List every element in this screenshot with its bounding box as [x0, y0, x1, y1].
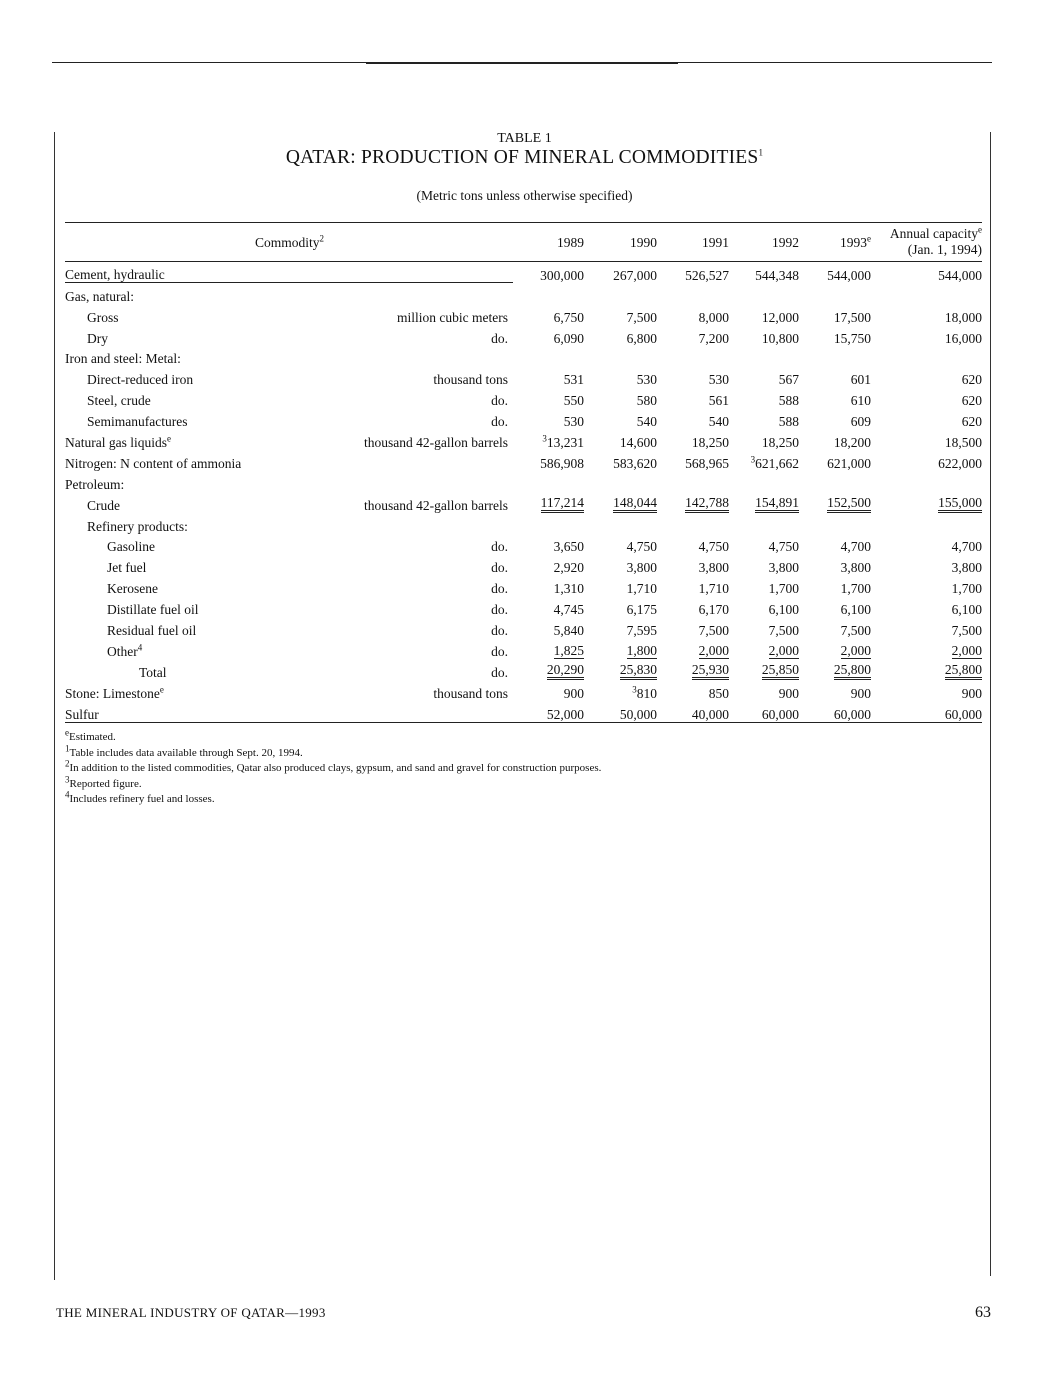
table-row	[65, 534, 982, 555]
row-unit: do.	[491, 643, 509, 659]
cell-capacity: 620	[961, 393, 983, 409]
row-unit: thousand tons	[433, 372, 509, 388]
page-number: 63	[975, 1304, 991, 1321]
cell-value: 568,965	[685, 455, 730, 471]
table-row	[65, 450, 982, 471]
cell-value: 148,044	[584, 492, 657, 513]
cell-value: 18,250	[761, 435, 800, 451]
table-row	[65, 471, 982, 492]
cell-value: 588	[778, 393, 800, 409]
cell-value: 6,100	[840, 602, 872, 618]
cell-value: 3,650	[553, 539, 585, 555]
frame-right-rule	[990, 132, 991, 1276]
table-row	[65, 283, 982, 304]
table-title-text: QATAR: PRODUCTION OF MINERAL COMMODITIES	[285, 147, 759, 168]
cell-capacity: 155,000	[871, 492, 982, 513]
footnotes	[65, 727, 602, 808]
cell-value: 609	[850, 414, 872, 430]
cell-value: 2,000	[698, 642, 730, 658]
table-subtitle: (Metric tons unless otherwise specified)	[416, 188, 633, 203]
cell-value: 3,800	[698, 560, 730, 576]
cell-value: 610	[850, 393, 872, 409]
table-row	[65, 617, 982, 638]
row-unit: do.	[491, 602, 509, 618]
cell-value: 14,600	[619, 435, 658, 451]
row-name: Crude	[87, 497, 120, 513]
cell-value: 18,250	[691, 435, 730, 451]
cell-capacity: 3,800	[951, 560, 983, 576]
cell-value: 60,000	[729, 701, 799, 722]
header-row	[65, 223, 982, 262]
table-row	[65, 408, 982, 429]
cell-value: 6,175	[626, 602, 658, 618]
row-name: Gas, natural:	[65, 288, 134, 304]
cell-value: 900	[850, 685, 872, 701]
cell-capacity: 7,500	[951, 623, 983, 639]
cell-value: 588	[778, 414, 800, 430]
table-row	[65, 346, 982, 367]
footnote: $^4$Includes refinery fuel and losses.	[65, 789, 215, 805]
cell-capacity: 25,800	[871, 659, 982, 680]
table-row	[65, 596, 982, 617]
header-capacity: Annual capacity$^e$ (Jan. 1, 1994)	[871, 223, 982, 262]
cell-capacity: 6,100	[951, 602, 983, 618]
cell-value: 531	[563, 372, 585, 388]
cell-value: 3,800	[768, 560, 800, 576]
cell-value: 561	[708, 393, 730, 409]
cell-value: 580	[636, 393, 658, 409]
cell-value: 530	[636, 372, 658, 388]
table-row	[65, 701, 982, 722]
running-title: THE MINERAL INDUSTRY OF QATAR—1993	[56, 1305, 326, 1320]
cell-capacity: 620	[961, 414, 983, 430]
cell-value: 17,500	[833, 309, 872, 325]
table-row	[65, 304, 982, 325]
cell-value: 586,908	[540, 455, 585, 471]
cell-value: 4,745	[553, 602, 585, 618]
cell-value: $^3$13,231	[542, 433, 585, 451]
cell-value: 621,000	[827, 455, 872, 471]
cell-value: 40,000	[657, 701, 729, 722]
cell-value: 3,800	[840, 560, 872, 576]
cell-value: 6,800	[626, 330, 658, 346]
row-name: Jet fuel	[107, 560, 147, 576]
cell-value: 25,930	[657, 659, 729, 680]
row-name: Residual fuel oil	[107, 623, 197, 639]
cell-value: 8,000	[698, 309, 730, 325]
cell-value: 25,850	[729, 659, 799, 680]
table-title-footnote: 1	[758, 147, 764, 158]
table-container	[65, 222, 982, 723]
cell-capacity: 4,700	[951, 539, 983, 555]
cell-value: 1,710	[698, 581, 730, 597]
cell-value: 6,750	[553, 309, 585, 325]
table-label: TABLE 1	[497, 131, 552, 146]
header-year: 1992	[729, 223, 799, 262]
cell-value: 6,090	[553, 330, 585, 346]
cell-value: 52,000	[514, 701, 584, 722]
table-row	[65, 262, 982, 283]
cell-value: 900	[778, 685, 800, 701]
row-unit: thousand 42-gallon barrels	[364, 435, 509, 451]
cell-value: 7,500	[840, 623, 872, 639]
row-unit: do.	[491, 393, 509, 409]
row-name: Nitrogen: N content of ammonia	[65, 455, 242, 471]
cell-value: 154,891	[729, 492, 799, 513]
cell-value: 544,000	[827, 267, 872, 283]
row-name: Total	[139, 664, 167, 680]
cell-value: 900	[563, 685, 585, 701]
cell-value: 4,700	[840, 539, 872, 555]
table-row	[65, 387, 982, 408]
row-name: Distillate fuel oil	[107, 602, 199, 618]
row-name: Steel, crude	[87, 393, 151, 409]
row-name: Sulfur	[65, 701, 514, 722]
cell-capacity: 18,500	[944, 435, 983, 451]
row-name: Iron and steel: Metal:	[65, 351, 181, 367]
table-row	[65, 513, 982, 534]
cell-value: 142,788	[657, 492, 729, 513]
row-unit: do.	[491, 560, 509, 576]
table-row	[65, 659, 982, 680]
table-row	[65, 575, 982, 596]
cell-capacity: 622,000	[938, 455, 983, 471]
cell-value: 583,620	[613, 455, 658, 471]
row-unit: do.	[491, 539, 509, 555]
cell-value: 12,000	[761, 309, 800, 325]
header-commodity: Commodity$^2$	[65, 223, 514, 262]
cell-value: 7,200	[698, 330, 730, 346]
cell-value: $^3$621,662	[750, 454, 800, 471]
cell-capacity: 1,700	[951, 581, 983, 597]
cell-value: 540	[636, 414, 658, 430]
cell-value: 3,800	[626, 560, 658, 576]
table-row	[65, 366, 982, 387]
cell-value: 601	[850, 372, 872, 388]
cell-value: 4,750	[626, 539, 658, 555]
footnote: $^e$Estimated.	[65, 727, 116, 743]
table-row	[65, 638, 982, 659]
cell-value: 10,800	[761, 330, 800, 346]
row-name: Petroleum:	[65, 476, 125, 492]
row-name: Refinery products:	[87, 518, 188, 534]
cell-value: 1,825	[553, 642, 585, 658]
cell-value: 4,750	[768, 539, 800, 555]
cell-capacity: 18,000	[944, 309, 983, 325]
cell-value: 850	[708, 685, 730, 701]
cell-value: 5,840	[553, 623, 585, 639]
cell-value: 25,800	[799, 659, 871, 680]
cell-value: 2,000	[840, 642, 872, 658]
table-row	[65, 492, 982, 513]
row-name: Other$^4$	[107, 642, 143, 659]
row-name: Kerosene	[107, 581, 158, 597]
cell-value: 50,000	[584, 701, 657, 722]
cell-value: 152,500	[799, 492, 871, 513]
cell-value: 2,000	[768, 642, 800, 658]
header-year: 1991	[657, 223, 729, 262]
row-name: Gasoline	[107, 539, 155, 555]
row-unit: do.	[491, 623, 509, 639]
footnote: $^1$Table includes data available through Sept. 20, 1994.	[65, 742, 303, 759]
table-row	[65, 680, 982, 701]
cell-value: 1,800	[626, 642, 658, 658]
row-name: Direct-reduced iron	[87, 372, 194, 388]
row-name: Cement, hydraulic	[65, 262, 514, 283]
cell-value: 4,750	[698, 539, 730, 555]
cell-value: 267,000	[613, 267, 658, 283]
top-rule-accent	[366, 62, 678, 64]
production-table	[65, 222, 982, 723]
frame-left-rule	[54, 132, 55, 1280]
cell-value: 567	[778, 372, 800, 388]
cell-value: 550	[563, 393, 585, 409]
cell-value: $^3$810	[632, 684, 658, 701]
cell-value: 1,310	[553, 581, 585, 597]
row-unit: thousand 42-gallon barrels	[364, 497, 509, 513]
cell-value: 7,595	[626, 623, 658, 639]
cell-value: 15,750	[833, 330, 872, 346]
row-name: Stone: Limestone$^e$	[65, 684, 164, 701]
cell-value: 530	[563, 414, 585, 430]
table-row	[65, 554, 982, 575]
row-unit: million cubic meters	[397, 309, 509, 325]
header-year: 1989	[514, 223, 584, 262]
cell-value: 60,000	[799, 701, 871, 722]
table-title	[0, 147, 1049, 169]
table-row	[65, 429, 982, 450]
cell-value: 530	[708, 372, 730, 388]
table-row	[65, 325, 982, 346]
cell-value: 7,500	[768, 623, 800, 639]
cell-value: 2,920	[553, 560, 585, 576]
cell-value: 1,710	[626, 581, 658, 597]
row-unit: thousand tons	[433, 685, 509, 701]
cell-capacity: 620	[961, 372, 983, 388]
row-unit: do.	[491, 414, 509, 430]
cell-capacity: 60,000	[871, 701, 982, 722]
header-year: 1990	[584, 223, 657, 262]
cell-value: 7,500	[698, 623, 730, 639]
cell-value: 20,290	[514, 659, 584, 680]
header-year: 1993e	[799, 223, 871, 262]
cell-value: 117,214	[514, 492, 584, 513]
cell-value: 1,700	[840, 581, 872, 597]
cell-value: 25,830	[584, 659, 657, 680]
cell-value: 526,527	[685, 267, 730, 283]
cell-value: 18,200	[833, 435, 872, 451]
row-unit: do.	[491, 581, 509, 597]
row-name: Natural gas liquids$^e$	[65, 433, 171, 451]
cell-capacity: 900	[961, 685, 983, 701]
row-unit: do.	[491, 330, 509, 346]
cell-capacity: 2,000	[951, 642, 983, 658]
row-name: Dry	[87, 330, 108, 346]
cell-capacity: 544,000	[938, 267, 983, 283]
cell-capacity: 16,000	[944, 330, 983, 346]
cell-value: 544,348	[755, 267, 800, 283]
footnote: $^2$In addition to the listed commodities, Qatar also produced clays, gypsum, and sand and gravel for construction purposes.	[65, 758, 602, 774]
row-name: Gross	[87, 309, 119, 325]
cell-value: 6,170	[698, 602, 730, 618]
cell-value: 7,500	[626, 309, 658, 325]
row-name: Semimanufactures	[87, 414, 188, 430]
cell-value: 1,700	[768, 581, 800, 597]
cell-value: 6,100	[768, 602, 800, 618]
footnote: $^3$Reported figure.	[65, 773, 142, 790]
cell-value: 540	[708, 414, 730, 430]
row-unit: do.	[491, 664, 509, 680]
cell-value: 300,000	[540, 267, 585, 283]
